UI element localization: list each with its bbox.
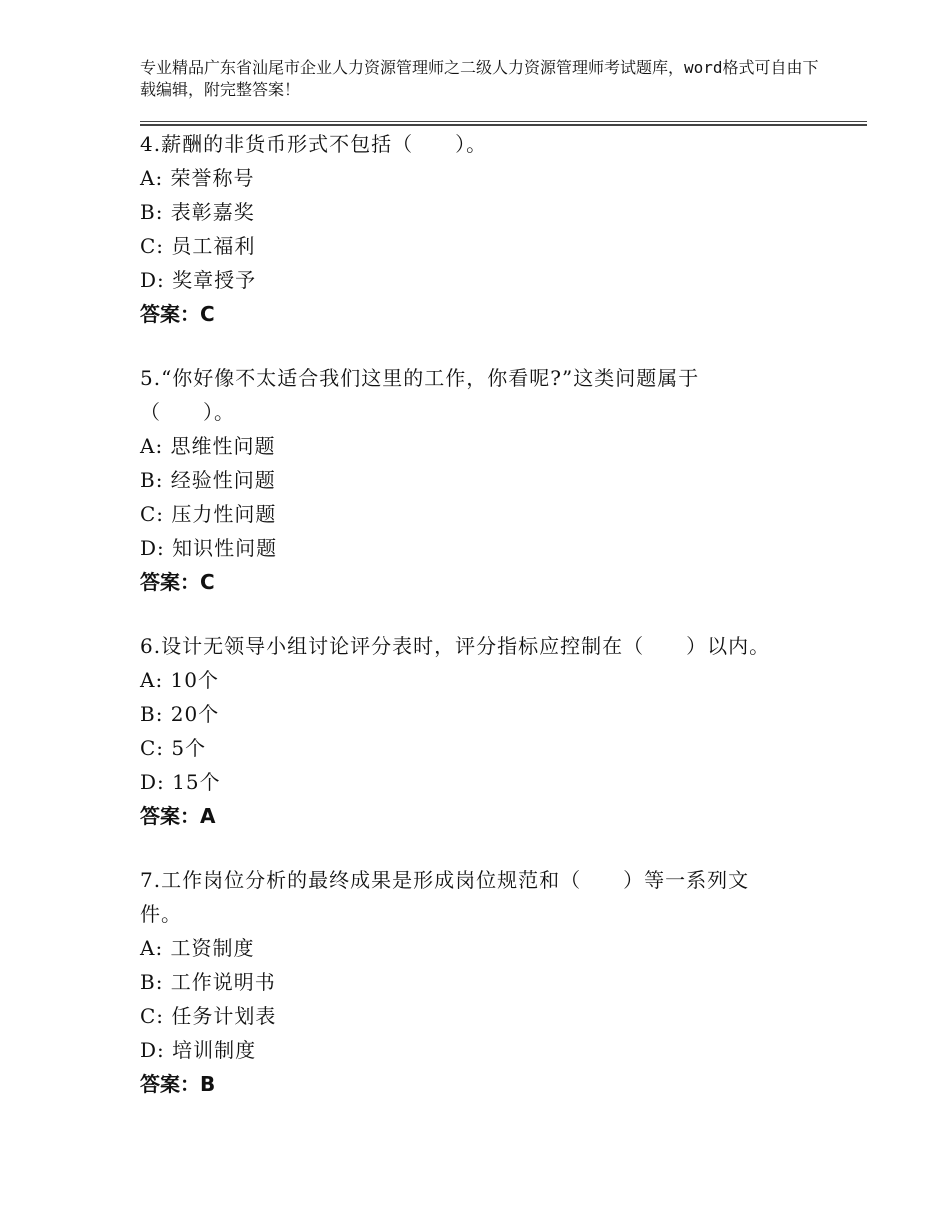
option-b: B: 表彰嘉奖 (140, 200, 255, 224)
answer-line: 答案：A (140, 804, 216, 828)
header-divider-thick (140, 124, 867, 126)
answer-line: 答案：C (140, 570, 215, 594)
question-5 (140, 361, 780, 599)
option-c: C: 任务计划表 (140, 1004, 277, 1028)
option-b: B: 20个 (140, 702, 220, 726)
answer-line: 答案：B (140, 1072, 216, 1096)
question-7 (140, 863, 780, 1101)
option-a: A: 工资制度 (140, 936, 255, 960)
question-stem: 5.“你好像不太适合我们这里的工作，你看呢?”这类问题属于（ ）。 (140, 366, 700, 424)
question-list (140, 127, 780, 1131)
question-4 (140, 127, 780, 331)
option-b: B: 经验性问题 (140, 468, 276, 492)
option-d: D: 15个 (140, 770, 221, 794)
option-a: A: 10个 (140, 668, 219, 692)
option-c: C: 员工福利 (140, 234, 256, 258)
option-a: A: 思维性问题 (140, 434, 276, 458)
question-stem: 7.工作岗位分析的最终成果是形成岗位规范和（ ）等一系列文件。 (140, 868, 750, 926)
question-stem: 6.设计无领导小组讨论评分表时，评分指标应控制在（ ）以内。 (140, 634, 771, 658)
option-d: D: 知识性问题 (140, 536, 278, 560)
header-divider-thin (140, 121, 867, 122)
document-header: 专业精品广东省汕尾市企业人力资源管理师之二级人力资源管理师考试题库，word格式可自由下载编辑，附完整答案！ (140, 58, 819, 99)
question-stem: 4.薪酬的非货币形式不包括（ ）。 (140, 132, 488, 156)
option-b: B: 工作说明书 (140, 970, 276, 994)
option-a: A: 荣誉称号 (140, 166, 255, 190)
option-d: D: 培训制度 (140, 1038, 257, 1062)
option-d: D: 奖章授予 (140, 268, 257, 292)
answer-line: 答案：C (140, 302, 215, 326)
question-6 (140, 629, 780, 833)
option-c: C: 压力性问题 (140, 502, 277, 526)
option-c: C: 5个 (140, 736, 207, 760)
